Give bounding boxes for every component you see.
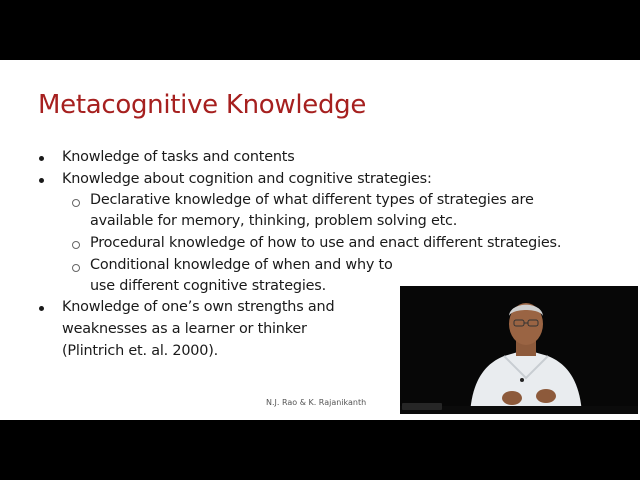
bullet-dot: [39, 306, 44, 311]
sub-bullet-text: Procedural knowledge of how to use and enact different strategies.: [90, 235, 562, 251]
bullet-text: Knowledge of tasks and contents: [62, 149, 295, 165]
presenter-video: [400, 286, 638, 414]
sub-bullet-text: Declarative knowledge of what different types of strategies are: [90, 192, 534, 208]
bullet-dot: [39, 156, 44, 161]
sub-bullet-text: use different cognitive strategies.: [90, 278, 326, 294]
bullet-dot: [39, 178, 44, 183]
presenter-figure: [400, 286, 638, 414]
bullet-text: weaknesses as a learner or thinker: [62, 321, 307, 337]
sub-bullet-text: available for memory, thinking, problem solving etc.: [90, 213, 458, 229]
sub-bullet-ring: [72, 199, 80, 207]
sub-bullet-text: Conditional knowledge of when and why to: [90, 257, 393, 273]
bullet-text: Knowledge of one’s own strengths and: [62, 299, 335, 315]
sub-bullet-ring: [72, 264, 80, 272]
sub-bullet-ring: [72, 241, 80, 249]
slide-footer: N.J. Rao & K. Rajanikanth: [266, 398, 367, 407]
bullet-text: (Plintrich et. al. 2000).: [62, 343, 218, 359]
slide-title: Metacognitive Knowledge: [38, 90, 367, 120]
bullet-text: Knowledge about cognition and cognitive strategies:: [62, 171, 432, 187]
